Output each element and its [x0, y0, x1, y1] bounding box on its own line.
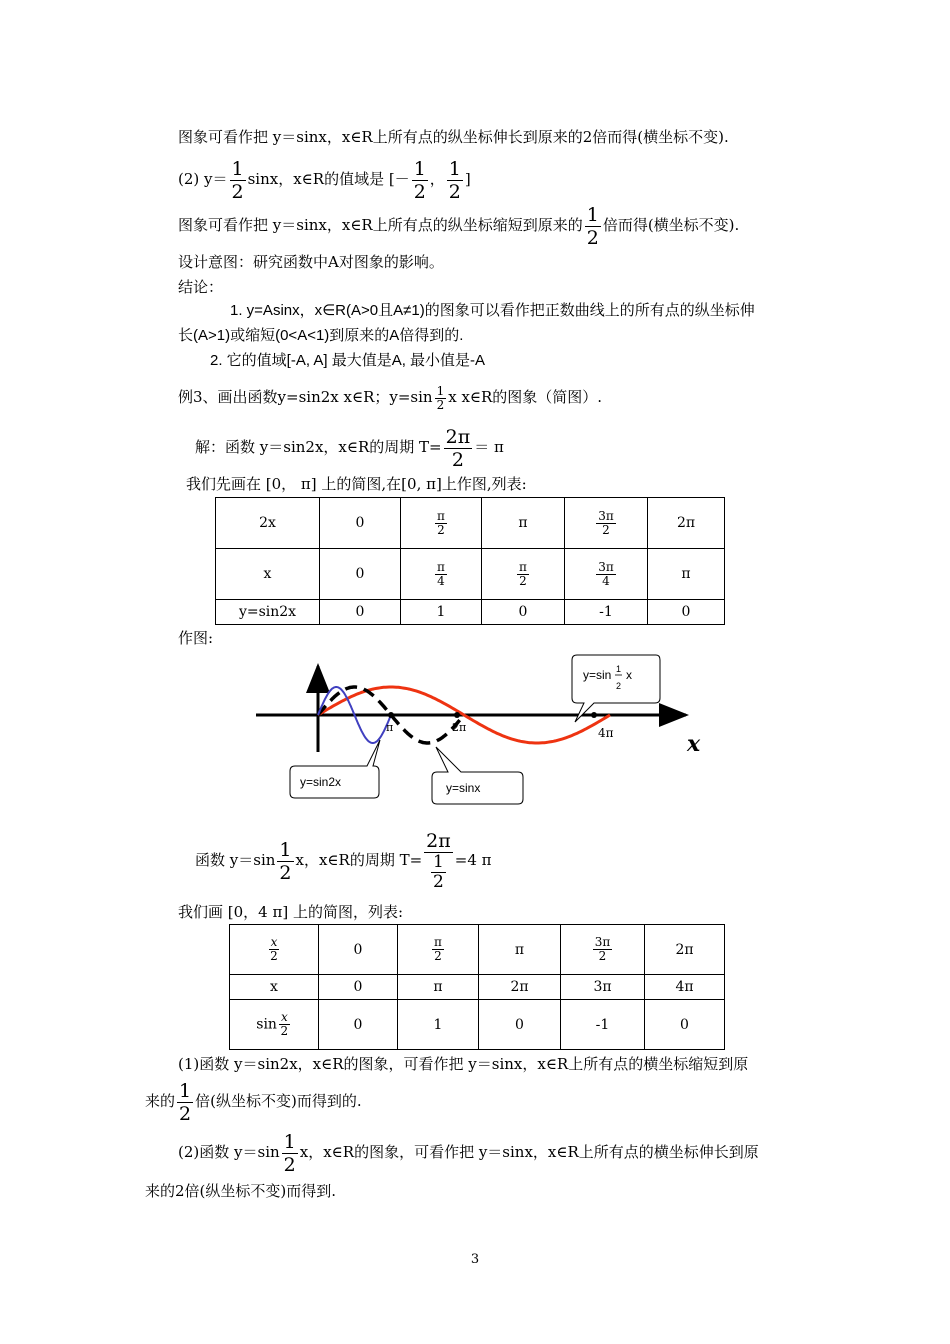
tick-label-4pi: 4π [598, 726, 614, 740]
table-row: y=sin2x 0 1 0 -1 0 [216, 600, 725, 625]
text-line-5: 结论： [178, 278, 224, 296]
callout-sinx [432, 747, 523, 804]
tick-label-pi: π [386, 721, 394, 734]
sine-graph [250, 645, 720, 815]
axis-label-x: x [687, 731, 701, 757]
text-line-17: (2)函数 y＝sin $\frac{1}{2}$ x，x∈R的图象，可看作把 y＝sinx，x∈R上所有点的横坐标伸长到原 [178, 1130, 759, 1176]
fraction-period: $\frac{2\pi}{2}$ [445, 425, 471, 471]
table-sin2x [215, 497, 725, 625]
text-line-4: 设计意图：研究函数中A对图象的影响。 [178, 253, 444, 271]
text-line-16: 来的 $\frac{1}{2}$ 倍(纵坐标不变)而得到的. [145, 1079, 362, 1125]
fraction-half: $\frac{1}{2}$ [179, 1079, 192, 1125]
text-line-14: 我们画 [0，4 π] 上的简图，列表: [178, 903, 404, 921]
svg-text:1: 1 [616, 664, 622, 674]
text-line-13: 函数 y＝sin $\frac{1}{2}$ x，x∈R的周期 T= $\frac{2\pi}{\frac{1}{2}}$ =4 π [195, 830, 492, 892]
text-line-2: (2) y＝ $\frac{1}{2}$ sinx，x∈R的值域是 [－ $\frac{1}{2}$ ， $\frac{1}{2}$ ] [178, 157, 471, 203]
fraction-half: $\frac{1}{2}$ [448, 157, 461, 203]
callout-label-sinx: y=sinx [446, 781, 481, 795]
text-line-7: 长(A>1)或缩短(0<A<1)到原来的A倍得到的. [178, 327, 464, 344]
fraction-half: $\frac{1}{2}$ [586, 203, 599, 249]
fraction-half: $\frac{1}{2}$ [279, 838, 292, 884]
tick-dot-4pi [591, 712, 597, 718]
table-row: 2x 0 $\frac{\pi}{2}$ π $\frac{3\pi}{2}$ 2π [216, 498, 725, 549]
callout-sin2x [290, 740, 380, 798]
text-line-15: (1)函数 y＝sin2x，x∈R的图象，可看作把 y＝sinx，x∈R上所有点的横坐标缩短到原 [178, 1055, 749, 1073]
text-line-8: 2. 它的值域[-A, A] 最大值是A, 最小值是-A [210, 352, 486, 369]
table-row: sin $\frac{x}{2}$ 0 1 0 -1 0 [230, 1000, 725, 1050]
table-row: x 0 $\frac{\pi}{4}$ $\frac{\pi}{2}$ $\frac{3\pi}{4}$ π [216, 549, 725, 600]
fraction-period-compound: $\frac{2\pi}{\frac{1}{2}}$ [426, 830, 451, 892]
table-row: $\frac{x}{2}$ 0 $\frac{\pi}{2}$ π $\frac{3\pi}{2}$ 2π [230, 925, 725, 975]
page-number: 3 [470, 1252, 480, 1267]
text-line-18: 来的2倍(纵坐标不变)而得到. [145, 1182, 337, 1200]
fraction-half: $\frac{1}{2}$ [436, 383, 445, 412]
table-sin-half-x [229, 924, 725, 1050]
text-line-1: 图象可看作把 y＝sinx，x∈R上所有点的纵坐标伸长到原来的2倍而得(横坐标不变). [178, 128, 729, 146]
tick-dot-2pi [454, 712, 460, 718]
text-line-12: 作图: [178, 629, 214, 647]
svg-text:2: 2 [616, 681, 622, 691]
tick-dot-pi [388, 712, 394, 718]
callout-label-sin2x: y=sin2x [300, 775, 342, 789]
fraction-half: $\frac{1}{2}$ [231, 157, 244, 203]
text-line-3: 图象可看作把 y＝sinx，x∈R上所有点的纵坐标缩短到原来的 $\frac{1}{2}$ 倍而得(横坐标不变). [178, 203, 740, 249]
table-row: x 0 π 2π 3π 4π [230, 975, 725, 1000]
text-line-11: 我们先画在 [0， π] 上的简图,在[0, π]上作图,列表: [186, 475, 527, 493]
tick-label-2pi: 2π [452, 721, 467, 734]
text-line-9: 例3、画出函数y=sin2x x∈R；y=sin $\frac{1}{2}$ x x∈R的图象（简图）. [178, 383, 603, 412]
text-line-10: 解：函数 y＝sin2x，x∈R的周期 T= $\frac{2\pi}{2}$ ＝ π [195, 425, 504, 471]
svg-text:x: x [626, 668, 632, 682]
fraction-half: $\frac{1}{2}$ [283, 1130, 296, 1176]
text-line-6: 1. y=Asinx，x∈R(A>0且A≠1)的图象可以看作把正数曲线上的所有点的纵坐标伸 [230, 302, 755, 319]
callout-label-sin-half: y=sin [583, 668, 612, 682]
fraction-half: $\frac{1}{2}$ [413, 157, 426, 203]
